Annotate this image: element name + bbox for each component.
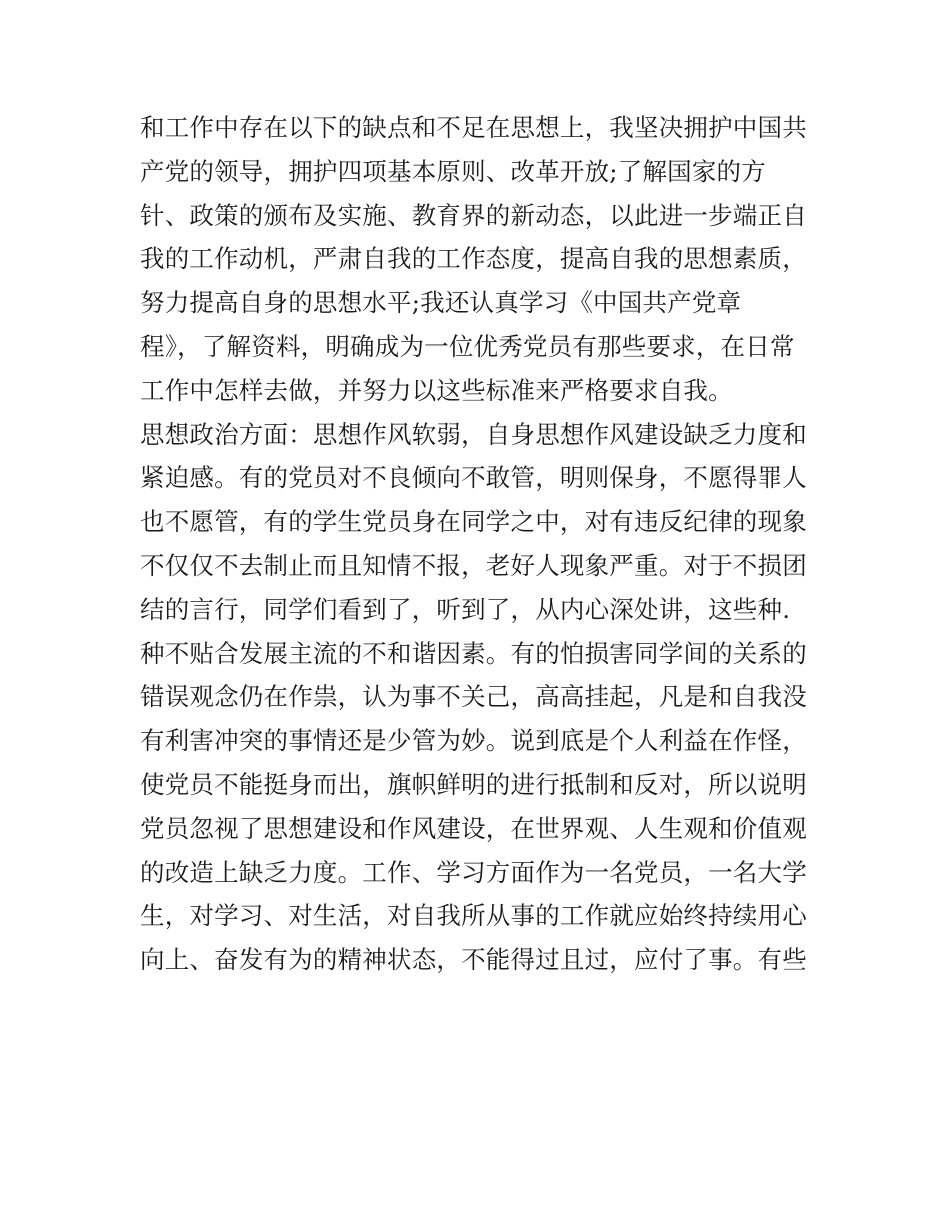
text-line: 紧迫感。有的党员对不良倾向不敢管，明则保身，不愿得罪人 bbox=[140, 463, 807, 493]
text-line: 种不贴合发展主流的不和谐因素。有的怕损害同学间的关系的 bbox=[140, 638, 807, 668]
text-line: 和工作中存在以下的缺点和不足在思想上，我坚决拥护中国共 bbox=[140, 113, 807, 142]
text-line: 不仅仅不去制止而且知情不报，老好人现象严重。对于不损团 bbox=[140, 550, 807, 580]
text-line: 党员忽视了思想建设和作风建设，在世界观、人生观和价值观 bbox=[140, 813, 807, 843]
text-line: 的改造上缺乏力度。工作、学习方面作为一名党员，一名大学 bbox=[140, 857, 807, 887]
text-line: 产党的领导，拥护四项基本原则、改革开放;了解国家的方 bbox=[140, 156, 766, 186]
text-line: 我的工作动机，严肃自我的工作态度，提高自我的思想素质， bbox=[140, 244, 807, 274]
text-line: 错误观念仍在作祟，认为事不关己，高高挂起，凡是和自我没 bbox=[140, 682, 807, 712]
text-line: 针、政策的颁布及实施、教育界的新动态，以此进一步端正自 bbox=[140, 200, 807, 230]
text-line: 结的言行，同学们看到了，听到了，从内心深处讲，这些种. bbox=[140, 594, 791, 624]
body-text bbox=[140, 106, 830, 982]
text-line: 也不愿管，有的学生党员身在同学之中，对有违反纪律的现象 bbox=[140, 507, 807, 537]
text-line: 努力提高自身的思想水平;我还认真学习《中国共产党章 bbox=[140, 288, 742, 318]
text-line: 程》，了解资料，明确成为一位优秀党员有那些要求，在日常 bbox=[140, 331, 795, 361]
text-line: 使党员不能挺身而出，旗帜鲜明的进行抵制和反对，所以说明 bbox=[140, 769, 807, 799]
text-line: 有利害冲突的事情还是少管为妙。说到底是个人利益在作怪， bbox=[140, 726, 807, 756]
text-line: 向上、奋发有为的精神状态，不能得过且过，应付了事。有些 bbox=[140, 945, 807, 975]
text-line: 生，对学习、对生活，对自我所从事的工作就应始终持续用心 bbox=[140, 901, 807, 931]
text-line: 工作中怎样去做，并努力以这些标准来严格要求自我。 bbox=[140, 375, 733, 405]
text-line: 思想政治方面：思想作风软弱，自身思想作风建设缺乏力度和 bbox=[140, 419, 807, 449]
